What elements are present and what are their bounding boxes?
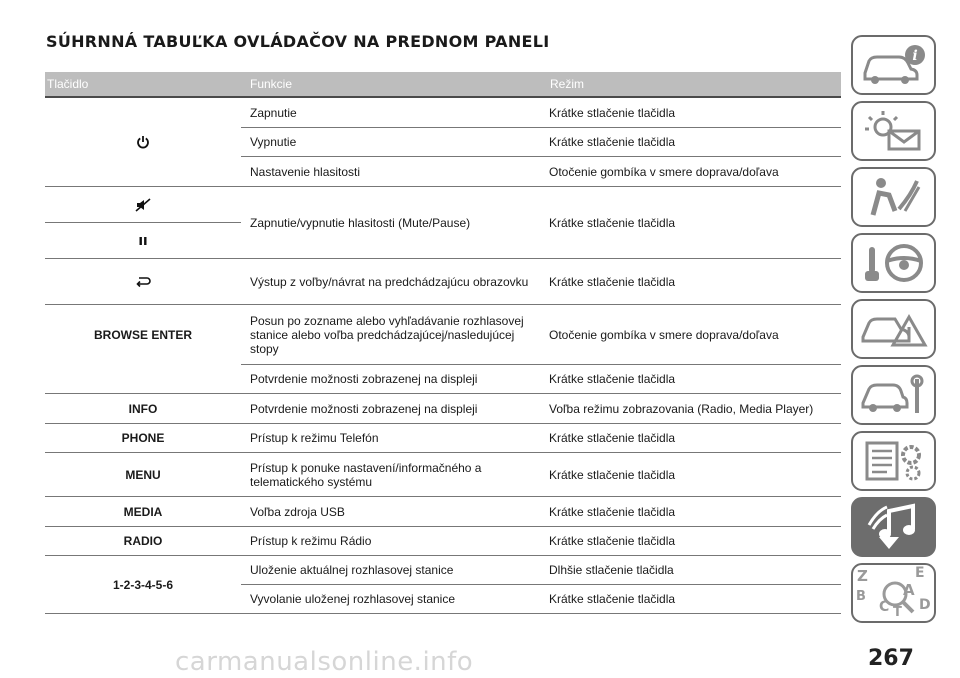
group-power [45, 98, 841, 187]
tab-breakdown[interactable] [851, 299, 936, 359]
function-cell: Potvrdenie možnosti zobrazenej na displeji [250, 372, 478, 386]
multimedia-icon [859, 503, 929, 551]
function-cell: Prístup k režimu Rádio [250, 534, 372, 548]
table-row [241, 497, 841, 526]
back-arrow-icon [135, 276, 151, 288]
tab-maintenance[interactable] [851, 365, 936, 425]
group-info [45, 394, 841, 424]
mode-cell: Krátke stlačenie tlačidla [549, 534, 676, 548]
mode-cell: Krátke stlačenie tlačidla [549, 592, 676, 606]
tab-multimedia[interactable] [851, 497, 936, 557]
group-phone [45, 424, 841, 453]
tab-airbag-seat[interactable] [851, 167, 936, 227]
pause-icon-cell [45, 223, 241, 258]
button-label-phone: PHONE [121, 431, 165, 445]
index-letter: Z [857, 567, 868, 585]
button-cell-power [45, 98, 241, 186]
function-cell: Prístup k režimu Telefón [250, 431, 379, 445]
button-label-radio: RADIO [123, 534, 163, 548]
table-row [241, 259, 841, 304]
mode-cell: Otočenie gombíka v smere doprava/doľava [549, 164, 779, 179]
mode-cell: Krátke stlačenie tlačidla [549, 372, 676, 386]
airbag-seat-icon [859, 175, 929, 219]
group-menu [45, 453, 841, 497]
tab-technical-data[interactable] [851, 431, 936, 491]
watermark: carmanualsonline.info [175, 647, 474, 677]
pause-icon [138, 236, 148, 246]
function-cell: Nastavenie hlasitosti [250, 164, 361, 179]
table-row [241, 127, 841, 156]
function-cell: Zapnutie [250, 105, 297, 120]
key-steering-icon [859, 241, 929, 285]
group-radio [45, 527, 841, 556]
mode-cell: Krátke stlačenie tlačidla [549, 135, 676, 149]
table-row [241, 584, 841, 613]
technical-data-icon [859, 439, 929, 483]
car-info-icon [859, 43, 929, 87]
group-browse [45, 305, 841, 394]
table-row [241, 424, 841, 452]
button-cell-back [45, 259, 241, 304]
button-cell-mute [45, 187, 241, 258]
index-letter: B [856, 589, 866, 604]
index-letter: D [919, 597, 931, 613]
function-cell: Posun po zozname alebo vyhľadávanie rozhlasovej stanice alebo voľba predchádzajúcej/nasledujúcej stopy [250, 313, 524, 356]
mode-cell: Krátke stlačenie tlačidla [549, 431, 676, 445]
table-row [241, 187, 841, 258]
table-row [241, 364, 841, 393]
tab-key-steering[interactable] [851, 233, 936, 293]
group-back [45, 259, 841, 305]
button-label-menu: MENU [125, 467, 161, 482]
index-letter: T [893, 605, 902, 620]
index-letter: C [879, 599, 890, 615]
function-cell: Vypnutie [250, 135, 297, 149]
function-cell: Zapnutie/vypnutie hlasitosti (Mute/Pause) [250, 215, 471, 230]
button-label-info: INFO [128, 401, 158, 416]
table-row [241, 453, 841, 496]
function-cell: Potvrdenie možnosti zobrazenej na displeji [250, 401, 478, 416]
index-letter: A [903, 581, 915, 599]
group-presets [45, 556, 841, 614]
mode-cell: Dlhšie stlačenie tlačidla [549, 563, 674, 577]
page-number: 267 [868, 646, 914, 671]
function-cell: Vyvolanie uloženej rozhlasovej stanice [250, 592, 456, 606]
group-mute [45, 187, 841, 259]
tab-warning-lights[interactable] [851, 101, 936, 161]
function-cell: Výstup z voľby/návrat na predchádzajúcu obrazovku [250, 274, 529, 289]
index-letter: E [915, 565, 925, 581]
button-label-media: MEDIA [123, 504, 163, 519]
table-row [241, 556, 841, 584]
mode-cell: Otočenie gombíka v smere doprava/doľava [549, 327, 779, 342]
function-cell: Uloženie aktuálnej rozhlasovej stanice [250, 563, 454, 577]
header-mode: Režim [550, 77, 585, 91]
tab-car-info[interactable] [851, 35, 936, 95]
mode-cell: Krátke stlačenie tlačidla [549, 467, 676, 482]
table-row [241, 394, 841, 423]
table-row [241, 305, 841, 364]
maintenance-car-icon [859, 373, 929, 417]
svg-text:i: i [911, 48, 918, 64]
warning-lights-icon [859, 109, 929, 153]
mode-cell: Krátke stlačenie tlačidla [549, 504, 676, 519]
header-button: Tlačidlo [47, 77, 89, 91]
mute-icon-cell [45, 187, 241, 223]
button-label-presets: 1-2-3-4-5-6 [112, 577, 174, 592]
mute-icon [135, 198, 151, 212]
power-icon [136, 135, 150, 149]
table-row [241, 156, 841, 186]
mode-cell: Krátke stlačenie tlačidla [549, 274, 676, 289]
function-cell: Prístup k ponuke nastavení/informačného a telematického systému [250, 460, 482, 489]
group-media [45, 497, 841, 527]
breakdown-icon [859, 307, 929, 351]
controls-table [45, 72, 841, 614]
mode-cell: Krátke stlačenie tlačidla [549, 215, 676, 230]
page-title: SÚHRNNÁ TABUĽKA OVLÁDAČOV NA PREDNOM PANELI [46, 32, 550, 51]
table-header [45, 72, 841, 98]
button-label-browse: BROWSE ENTER [93, 328, 192, 342]
index-letters [851, 563, 936, 623]
function-cell: Voľba zdroja USB [250, 504, 345, 519]
table-row [241, 98, 841, 127]
table-row [241, 527, 841, 555]
header-function: Funkcie [250, 77, 293, 91]
mode-cell: Krátke stlačenie tlačidla [549, 105, 676, 120]
mode-cell: Voľba režimu zobrazovania (Radio, Media Player) [549, 401, 814, 416]
